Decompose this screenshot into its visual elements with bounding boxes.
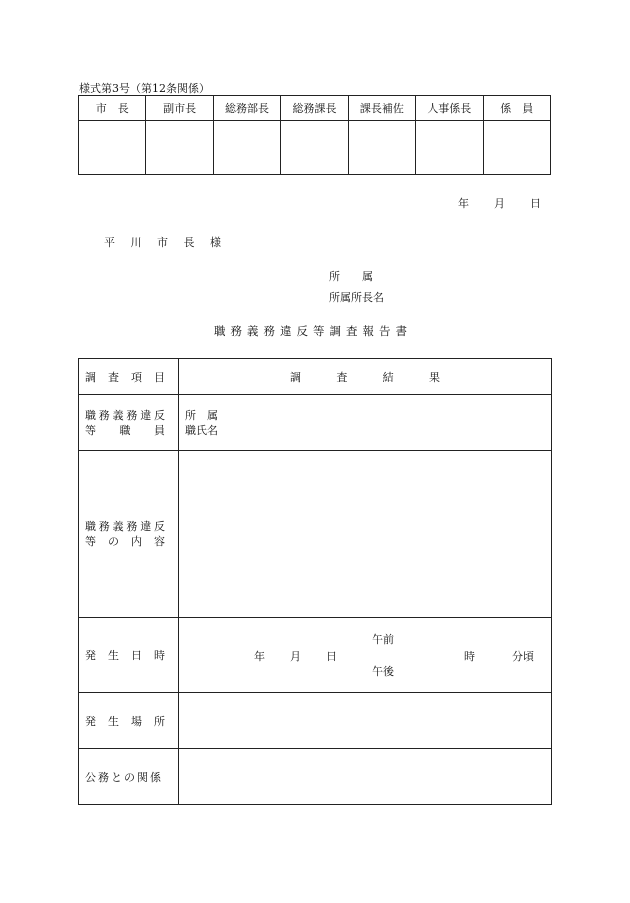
relation-label: 公務との関係 — [85, 770, 163, 784]
header-result-cell — [179, 359, 552, 395]
place-label: 発 生 場 所 — [85, 714, 165, 728]
date-month-label: 月 — [494, 197, 505, 210]
date-day-label: 日 — [530, 197, 541, 210]
place-label-cell — [79, 693, 179, 749]
approval-header-personnel-chief: 人事係長 — [416, 96, 483, 121]
datetime-label-cell — [79, 618, 179, 693]
datetime-month-label: 月 — [290, 650, 301, 663]
datetime-am-label: 午前 — [372, 633, 394, 646]
content-label-line1: 職 務 義 務 違 反 — [85, 520, 165, 533]
approval-stamp-table — [78, 95, 551, 175]
report-table — [78, 358, 552, 805]
stamp-box-personnel-chief[interactable] — [416, 121, 483, 175]
sender-affiliation: 所 属 — [329, 270, 373, 283]
datetime-label: 発 生 日 時 — [85, 649, 165, 662]
datetime-pm-label: 午後 — [372, 665, 394, 678]
violator-affiliation-label: 所 属 — [185, 409, 218, 422]
datetime-day-label: 日 — [326, 650, 337, 663]
violator-label-cell — [79, 395, 179, 451]
relation-label-cell — [79, 749, 179, 805]
place-value-cell[interactable] — [179, 693, 552, 749]
stamp-box-general-affairs-manager[interactable] — [281, 121, 348, 175]
date-year-label: 年 — [458, 197, 469, 210]
approval-header-assistant-manager: 課長補佐 — [348, 96, 415, 121]
approval-header-deputy-mayor: 副市長 — [146, 96, 213, 121]
relation-value-cell[interactable] — [179, 749, 552, 805]
content-value-cell[interactable] — [179, 451, 552, 618]
violator-name-label: 職氏名 — [185, 424, 218, 437]
stamp-box-deputy-mayor[interactable] — [146, 121, 213, 175]
header-item-label: 調 査 項 目 — [85, 370, 165, 384]
datetime-hour-label: 時 — [464, 650, 475, 663]
form-number: 様式第3号（第12条関係） — [79, 82, 210, 95]
violator-label-line2: 等 職 員 — [85, 424, 165, 437]
content-label-cell — [79, 451, 179, 618]
datetime-minute-label: 分頃 — [512, 650, 534, 663]
stamp-box-general-affairs-director[interactable] — [213, 121, 280, 175]
approval-header-general-affairs-director: 総務部長 — [213, 96, 280, 121]
violator-value-cell[interactable] — [179, 395, 552, 451]
document-title: 職務義務違反等調査報告書 — [214, 324, 412, 338]
violator-label-line1: 職 務 義 務 違 反 — [85, 409, 165, 422]
header-result-label: 調 査 結 果 — [290, 370, 440, 384]
stamp-box-assistant-manager[interactable] — [348, 121, 415, 175]
sender-head-name: 所属所長名 — [329, 291, 384, 304]
approval-header-general-affairs-manager: 総務課長 — [281, 96, 348, 121]
datetime-year-label: 年 — [254, 650, 265, 663]
content-label-line2: 等 の 内 容 — [85, 535, 165, 548]
header-item-cell — [79, 359, 179, 395]
stamp-box-mayor[interactable] — [79, 121, 146, 175]
approval-header-mayor: 市 長 — [79, 96, 146, 121]
datetime-value-cell[interactable] — [179, 618, 552, 693]
approval-header-staff: 係 員 — [483, 96, 550, 121]
stamp-box-staff[interactable] — [483, 121, 550, 175]
addressee: 平 川 市 長 様 — [104, 236, 227, 249]
